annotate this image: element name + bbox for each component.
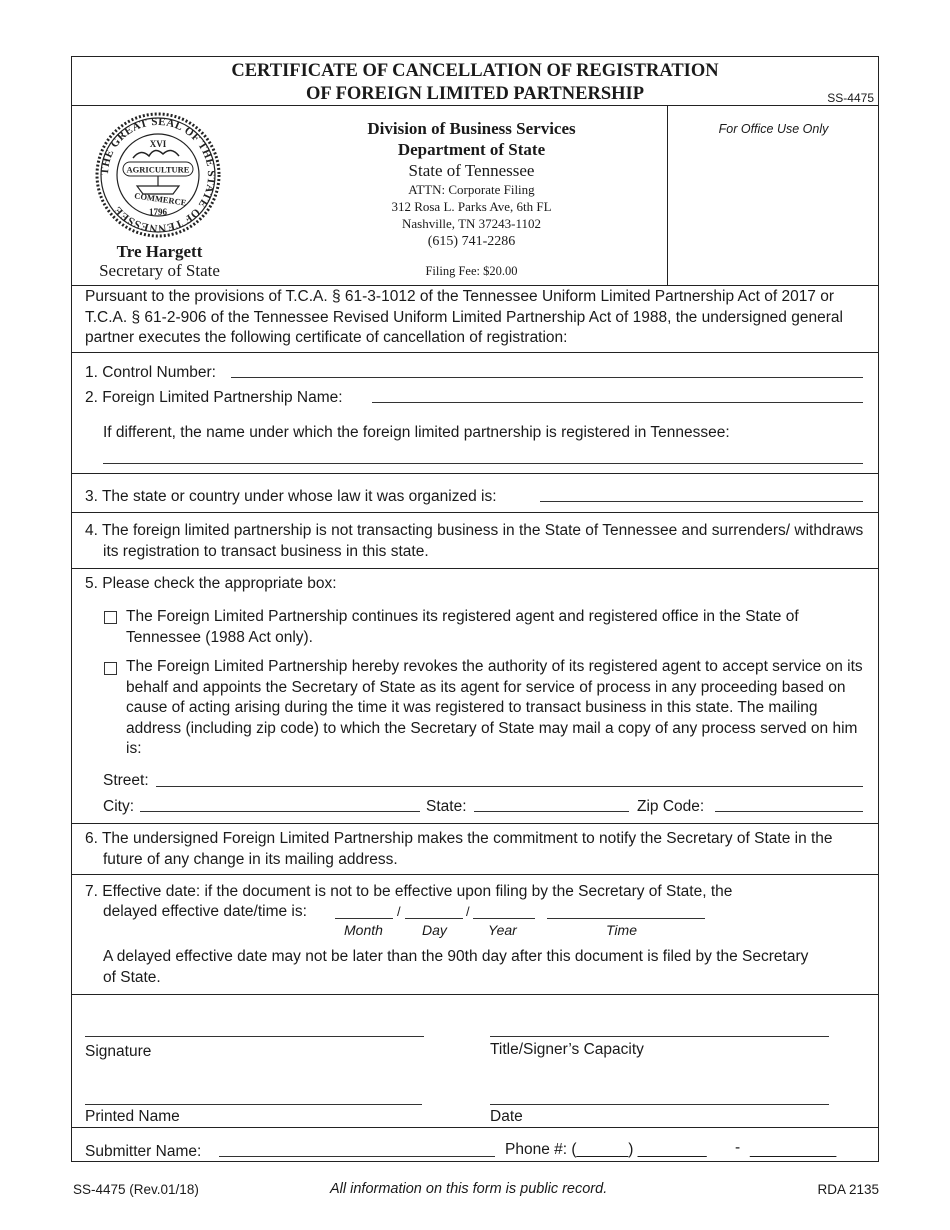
footer-rda: RDA 2135 — [817, 1182, 879, 1197]
phone-tail[interactable]: __________ — [750, 1141, 837, 1158]
attn-line: ATTN: Corporate Filing — [408, 182, 535, 197]
divider — [71, 285, 879, 286]
street-field[interactable] — [156, 786, 863, 787]
state-label: State: — [426, 798, 467, 815]
printed-name-label: Printed Name — [85, 1108, 180, 1125]
divider — [71, 512, 879, 513]
zip-label: Zip Code: — [637, 798, 705, 815]
title-field[interactable] — [490, 1036, 829, 1037]
seal-agriculture: AGRICULTURE — [126, 164, 190, 175]
printed-name-field[interactable] — [85, 1104, 422, 1105]
control-number-label: 1. Control Number: — [85, 364, 216, 381]
title-label: Title/Signer’s Capacity — [490, 1041, 644, 1058]
option-2-checkbox[interactable] — [104, 661, 123, 679]
agency-block — [275, 118, 668, 251]
seal-numeral: XVI — [149, 139, 167, 149]
time-caption: Time — [606, 922, 637, 938]
item-7-line2: delayed effective date/time is: — [103, 903, 307, 920]
option-2-text: The Foreign Limited Partnership hereby revokes the authority of its registered agent to accept service on its behalf and appoints the Secretary of State as its agent for service of process in any proceeding based on cause of acting arising during the time it was registered to transact business in this state. The mailing address (including zip code) to which the Secretary of State may mail a copy of any process served on him is: — [126, 658, 863, 757]
seal-graphic — [93, 110, 223, 240]
signature-label: Signature — [85, 1043, 152, 1060]
item-4-text: 4. The foreign limited partnership is not transacting business in the State of Tennessee and surrenders/ withdraws its registration to transact business in this state. — [85, 522, 864, 560]
state-field[interactable] — [474, 811, 629, 812]
date-slash: / — [397, 904, 401, 919]
month-caption: Month — [344, 922, 383, 938]
divider — [71, 874, 879, 875]
divider — [71, 352, 879, 353]
phone-label[interactable]: Phone #: (______) ________ — [505, 1141, 707, 1158]
day-field[interactable] — [405, 918, 463, 919]
divider — [71, 823, 879, 824]
date-field[interactable] — [490, 1104, 829, 1105]
option-1-checkbox[interactable] — [104, 610, 123, 628]
department-name: Department of State — [397, 140, 546, 159]
seal-ring-text: THE GREAT SEAL OF THE STATE OF TENNESSEE — [98, 115, 218, 235]
item-6-text: 6. The undersigned Foreign Limited Partnership makes the commitment to notify the Secretary of State in the future of any change in its mailing address. — [85, 830, 833, 868]
divider — [71, 1127, 879, 1128]
secretary-name: Tre Hargett — [116, 242, 203, 261]
registered-name-label: If different, the name under which the foreign limited partnership is registered in Tennessee: — [103, 424, 730, 441]
agency-phone: (615) 741-2286 — [427, 234, 516, 249]
street-label: Street: — [103, 772, 149, 789]
partnership-name-field[interactable] — [372, 402, 863, 403]
state-country-field[interactable] — [540, 501, 863, 502]
address-city: Nashville, TN 37243-1102 — [401, 216, 541, 231]
seal-year: 1796 — [149, 207, 167, 217]
submitter-label: Submitter Name: — [85, 1143, 202, 1160]
phone-dash: - — [735, 1139, 741, 1156]
time-field[interactable] — [547, 918, 705, 919]
partnership-name-label: 2. Foreign Limited Partnership Name: — [85, 389, 343, 406]
month-field[interactable] — [335, 918, 393, 919]
footer-form-rev: SS-4475 (Rev.01/18) — [73, 1182, 199, 1197]
registered-name-field[interactable] — [103, 463, 863, 464]
divider — [71, 568, 879, 569]
day-caption: Day — [422, 922, 447, 938]
seal-commerce: COMMERCE — [133, 190, 188, 208]
city-label: City: — [103, 798, 134, 815]
form-code: SS-4475 — [827, 91, 874, 105]
control-number-field[interactable] — [231, 377, 863, 378]
divider — [71, 105, 879, 106]
state-name: State of Tennessee — [408, 161, 535, 180]
filing-fee: Filing Fee: $20.00 — [425, 264, 518, 278]
submitter-field[interactable] — [219, 1156, 495, 1157]
zip-field[interactable] — [715, 811, 863, 812]
title-line-2: OF FOREIGN LIMITED PARTNERSHIP — [305, 84, 645, 104]
item-5-heading: 5. Please check the appropriate box: — [85, 575, 337, 592]
intro-paragraph: Pursuant to the provisions of T.C.A. § 61-3-1012 of the Tennessee Uniform Limited Partnership Act of 2017 or T.C.A. § 61-2-906 of the Tennessee Revised Uniform Limited Partnership Act of 1988, the undersigned general partner executes the following certificate of cancellation of registration: — [85, 288, 843, 346]
year-caption: Year — [488, 922, 517, 938]
item-7-note: A delayed effective date may not be later than the 90th day after this document is filed by the Secretary of State. — [103, 948, 809, 986]
year-field[interactable] — [473, 918, 535, 919]
option-1-text: The Foreign Limited Partnership continues its registered agent and registered office in the State of Tennessee (1988 Act only). — [126, 608, 799, 646]
form-title — [71, 60, 879, 106]
title-line-1: CERTIFICATE OF CANCELLATION OF REGISTRATION — [231, 61, 719, 81]
address-street: 312 Rosa L. Parks Ave, 6th FL — [391, 199, 552, 214]
footer-public-record: All information on this form is public record. — [330, 1181, 608, 1197]
item-7-line1: 7. Effective date: if the document is not to be effective upon filing by the Secretary of State, the — [85, 883, 733, 900]
divider — [71, 994, 879, 995]
divider — [71, 473, 879, 474]
state-seal — [93, 110, 223, 240]
office-use-label: For Office Use Only — [718, 122, 829, 136]
city-field[interactable] — [140, 811, 420, 812]
division-name: Division of Business Services — [367, 119, 576, 138]
date-label: Date — [490, 1108, 523, 1125]
state-country-label: 3. The state or country under whose law it was organized is: — [85, 488, 497, 505]
secretary-title: Secretary of State — [99, 261, 220, 280]
signature-field[interactable] — [85, 1036, 424, 1037]
date-slash: / — [466, 904, 470, 919]
